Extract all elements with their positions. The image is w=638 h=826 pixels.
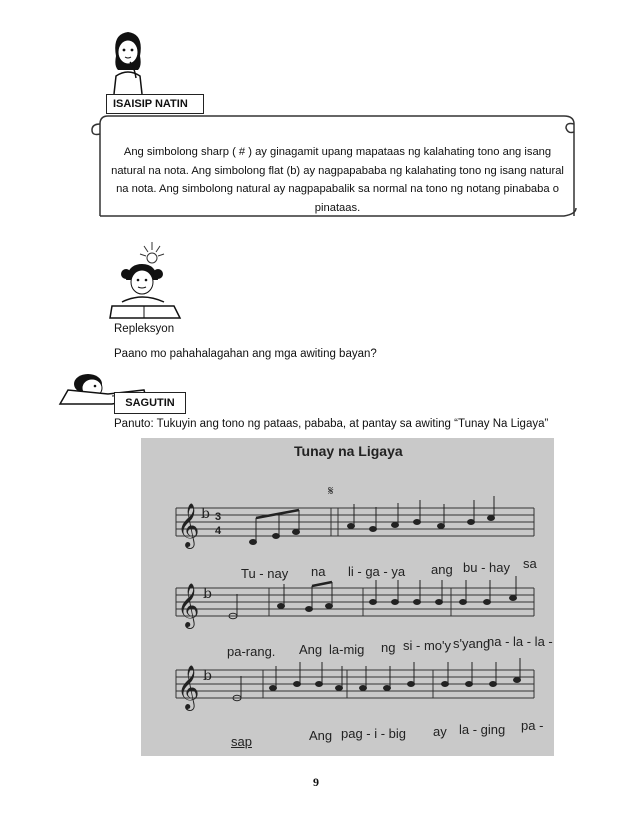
lyric-word: Ang	[309, 728, 333, 743]
lyric-word: bu - hay	[463, 560, 510, 575]
isaisip-label: ISAISIP NATIN	[106, 94, 204, 114]
svg-text:𝄋: 𝄋	[328, 484, 334, 499]
girl-thinking-illustration	[98, 26, 158, 96]
svg-text:b: b	[203, 586, 212, 602]
lyric-word: la - ging	[459, 722, 506, 737]
time-sig-top: 3	[215, 511, 222, 523]
lyric-word: ay	[433, 724, 447, 739]
lyric-word: pa -	[521, 718, 544, 733]
svg-text:𝄞: 𝄞	[177, 583, 200, 627]
lyric-word: sa	[523, 556, 537, 571]
song-sheet-image	[141, 438, 554, 756]
lyric-word: pa-rang.	[227, 644, 276, 659]
lyric-word: ng	[381, 640, 396, 655]
lyric-word: s'yang	[453, 636, 491, 651]
svg-text:b: b	[203, 668, 212, 684]
music-staves	[141, 438, 554, 756]
lyric-word: na - la - la -	[487, 634, 553, 649]
svg-text:𝄞: 𝄞	[177, 665, 200, 709]
sagutin-instruction: Panuto: Tukuyin ang tono ng pataas, pababa, at pantay sa awiting “Tunay Na Ligaya”	[114, 418, 549, 430]
isaisip-text: Ang simbolong sharp ( # ) ay ginagamit upang mapataas ng kalahating tono ang isang natural na nota. Ang simbolong flat (b) ay nagpapababa ng kalahating tono ng isang natural na nota. Ang simbolong natural ay nagpapabalik sa normal na tono ng notang pinababa o pinataas.	[111, 146, 564, 214]
key-signature: b	[201, 506, 210, 522]
page-number: 9	[313, 775, 319, 789]
lyric-word: Ang	[299, 642, 323, 657]
lyric-word: ang	[431, 562, 453, 577]
svg-text:𝄞: 𝄞	[177, 503, 200, 547]
lyric-word: li - ga - ya	[348, 564, 406, 579]
sagutin-label: SAGUTIN	[114, 392, 186, 414]
lyric-word: sap	[231, 734, 252, 749]
time-sig-bottom: 4	[215, 525, 222, 537]
lyric-word: na	[311, 564, 326, 579]
repleksyon-question: Paano mo pahahalagahan ang mga awiting bayan?	[114, 348, 377, 360]
song-title: Tunay na Ligaya	[294, 443, 403, 459]
repleksyon-heading: Repleksyon	[114, 323, 175, 335]
lyric-word: si - mo'y	[403, 638, 451, 653]
lyric-word: la-mig	[329, 642, 365, 657]
girl-reflecting-illustration	[108, 240, 183, 322]
lyric-word: Tu - nay	[241, 566, 289, 581]
lyric-word: pag - i - big	[341, 726, 407, 741]
